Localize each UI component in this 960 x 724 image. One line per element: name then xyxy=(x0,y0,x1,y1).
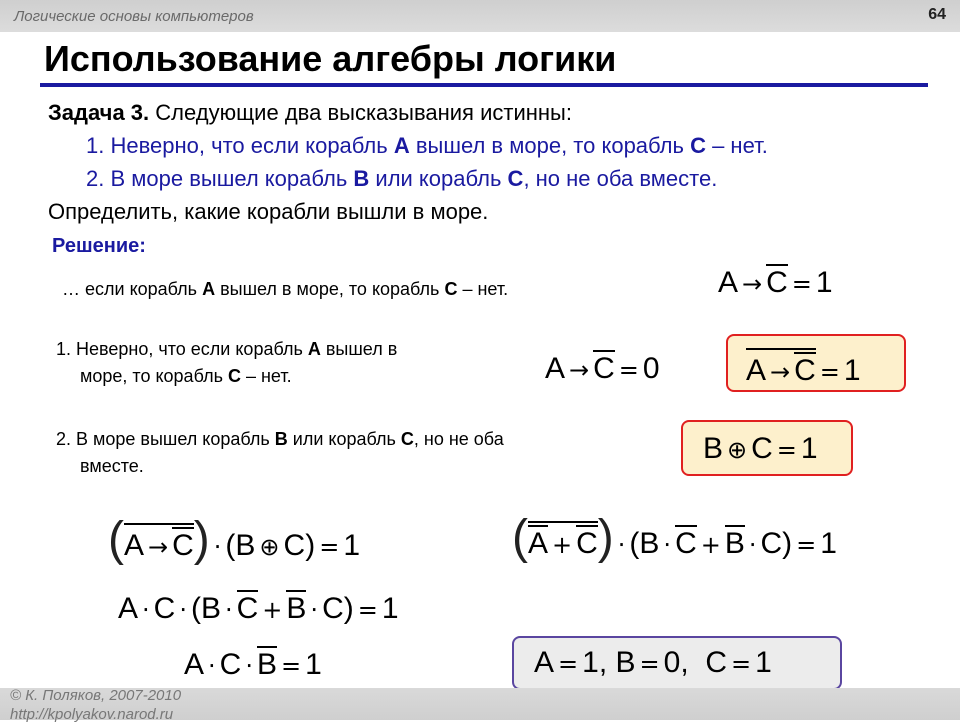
slide-title: Использование алгебры логики xyxy=(44,38,617,79)
footer-credits xyxy=(10,686,181,724)
task-block xyxy=(48,96,768,228)
task-intro: Задача 3. Следующие два высказывания истинны: xyxy=(48,100,572,125)
solution-line-0: … если корабль A вышел в море, то корабль C – нет. xyxy=(62,279,509,299)
solution-heading: Решение: xyxy=(52,235,146,257)
task-statement-1: 1. Неверно, что если корабль A вышел в море, то корабль C – нет. xyxy=(86,133,768,158)
formula-simplified: A ⋅ C ⋅ B = 1 xyxy=(184,648,322,681)
course-title: Логические основы компьютеров xyxy=(14,8,254,25)
task-question: Определить, какие корабли вышли в море. xyxy=(48,199,489,224)
formula-expanded: A ⋅ C ⋅ (B ⋅ C + B ⋅ C) = 1 xyxy=(118,592,399,625)
formula-negated-implication: A → C = 1 xyxy=(746,348,861,388)
formula-combined-right: (A + C) ⋅ (B ⋅ C + B ⋅ C) = 1 xyxy=(512,511,837,564)
xor-box xyxy=(681,420,853,476)
answer-box xyxy=(512,636,842,690)
title-underline xyxy=(40,83,928,87)
solution-line-2: 2. В море вышел корабль B или корабль C, но не оба вместе. xyxy=(56,429,504,476)
formula-xor: B ⊕ C = 1 xyxy=(703,432,818,465)
formula-implication-false: A → C = 0 xyxy=(545,352,660,385)
formula-implication: A → C = 1 xyxy=(718,266,833,299)
solution-line-1: 1. Неверно, что если корабль A вышел в море, то корабль C – нет. xyxy=(56,339,398,386)
page-number: 64 xyxy=(928,6,946,23)
copyright-text: © К. Поляков, 2007-2010 xyxy=(10,687,182,704)
task-label: Задача 3. xyxy=(48,100,150,125)
task-statement-2: 2. В море вышел корабль B или корабль C, но не оба вместе. xyxy=(86,166,718,191)
negated-implication-box xyxy=(726,334,906,392)
site-link[interactable]: http://kpolyakov.narod.ru xyxy=(10,706,174,723)
formula-combined-left: (A → C) ⋅ (B ⊕ C) = 1 xyxy=(108,513,360,566)
answer-formula: A = 1, B = 0, C = 1 xyxy=(534,646,772,679)
